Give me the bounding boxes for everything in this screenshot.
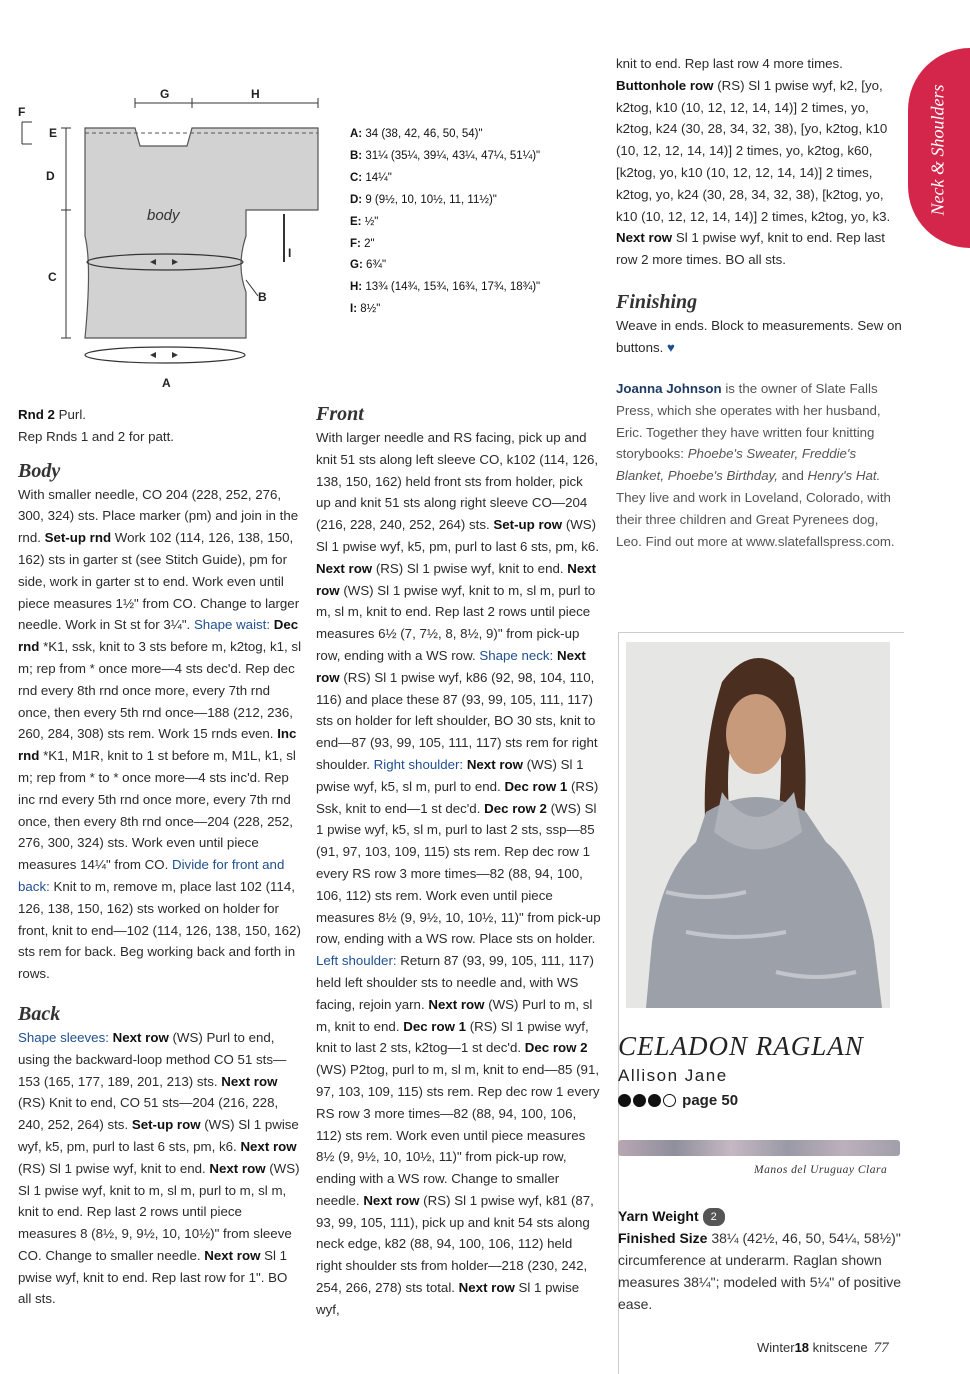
- rep-paragraph: Rep Rnds 1 and 2 for patt.: [18, 428, 174, 444]
- page-reference: page 50: [682, 1092, 739, 1109]
- pattern-title: CELADON RAGLAN: [618, 1031, 864, 1061]
- model-photo: [626, 642, 890, 1008]
- back-paragraph: Shape sleeves: Next row (WS) Purl to end, using the backward-loop method CO 51 sts—153 (165, 177, 189, 201, 213) sts. Next row (RS) Knit to end, CO 51 sts—204 (216, 228, 240, 252, 264) sts. Set-up row (WS) Sl 1 pwise wyf, k5, pm, purl to last 6 sts, pm, k6. Next row (RS) Sl 1 pwise wyf, knit to end. Next row (WS) Sl 1 pwise wyf, knit to m, sl m, purl to m, sl m, knit to end. Rep last 2 rows until piece measures 8 (8½, 9, 9½, 10, 10½)" from sleeve CO. Change to smaller needle. Next row Sl 1 pwise wyf, knit to end. Rep last row for 1". BO all sts.: [18, 1029, 300, 1307]
- front-continued-paragraph: knit to end. Rep last row 4 more times. Buttonhole row (RS) Sl 1 pwise wyf, k2, [yo, k2tog, k10 (10, 12, 12, 14, 14)] 2 times, yo, k2tog, k24 (30, 28, 34, 32, 38), [yo, k2tog, k10 (10, 12, 12, 14, 14)] 2 times, yo, k2tog, k60, [k2tog, yo, k10 (10, 12, 12, 14, 14)] 2 times, k2tog, yo, k24 (30, 28, 34, 32, 38), [k2tog, yo, k10 (10, 12, 12, 14, 14)] 2 times, k2tog, yo, k3. Next row Sl 1 pwise wyf, knit to end. Rep last row 2 more times. BO all sts.: [616, 56, 891, 268]
- front-paragraph: With larger needle and RS facing, pick up and knit 51 sts along left sleeve CO, k102 (114, 126, 138, 150, 162) held front sts from holder, pick up and knit 51 sts along right sleeve CO—204 (216, 228, 240, 252, 264) sts. Set-up row (WS) Sl 1 pwise wyf, k5, pm, purl to last 6 sts, pm, k6. Next row (RS) Sl 1 pwise wyf, knit to end. Next row (WS) Sl 1 pwise wyf, knit to m, sl m, purl to m, sl m, knit to end. Rep last 2 rows until piece measures 6½ (7, 7½, 8, 8½, 9)" from pick-up row, ending with a WS row. Shape neck: Next row (RS) Sl 1 pwise wyf, k86 (92, 98, 104, 110, 116) and place these 87 (93, 99, 105, 111, 117) sts on holder for left shoulder, BO 30 sts, knit to end—87 (93, 99, 105, 111, 117) sts rem for right shoulder. Right shoulder: Next row (WS) Sl 1 pwise wyf, k5, sl m, purl to end. Dec row 1 (RS) Ssk, knit to end—1 st dec'd. Dec row 2 (WS) Sl 1 pwise wyf, k5, sl m, purl to last 2 sts, ssp—85 (91, 97, 103, 109, 115) sts rem. Rep dec row 1 every RS row 3 more times—82 (88, 94, 100, 106, 112) sts rem. Work even until piece measures 8½ (9, 9½, 10, 10½, 11)" from pick-up row, ending with a WS row. Place sts on holder. Left shoulder: Return 87 (93, 99, 105, 111, 117) held left shoulder sts to needle and, with WS facing, rejoin yarn. Next row (WS) Purl to m, sl m, knit to end. Dec row 1 (RS) Sl 1 pwise wyf, knit to last 2 sts, k2tog—1 st dec'd. Dec row 2 (WS) P2tog, purl to m, sl m, knit to end—85 (91, 97, 103, 109, 115) sts rem. Rep dec row 1 every RS row 3 more times—82 (88, 94, 100, 106, 112) sts rem. Work even until piece measures 8½ (9, 9½, 10, 10½, 11)" from pick-up row, ending with a WS row. Change to smaller needle. Next row (RS) Sl 1 pwise wyf, k81 (87, 93, 99, 105, 111), pick up and knit 54 sts along neck edge, k82 (88, 94, 100, 106, 112) held right shoulder sts from holder—218 (230, 242, 254, 266, 278) sts total. Next row Sl 1 pwise wyf,: [316, 430, 601, 1317]
- measurement-item: D: 9 (9½, 10, 10½, 11, 11½)": [350, 193, 497, 206]
- schematic-label-f: F: [18, 105, 26, 119]
- skill-dot-filled: [648, 1094, 661, 1107]
- skill-dot-filled: [618, 1094, 631, 1107]
- yarn-name: Manos del Uruguay Clara: [754, 1164, 888, 1176]
- finishing-heading: Finishing: [616, 290, 698, 313]
- schematic-label-d: D: [46, 169, 55, 183]
- front-heading: Front: [316, 403, 364, 425]
- section-tab-label: Neck & Shoulders: [927, 84, 948, 216]
- schematic-label-h: H: [251, 87, 260, 101]
- skill-level: [618, 1092, 738, 1109]
- schematic-label-i: I: [288, 246, 292, 260]
- measurements-list: [350, 124, 540, 321]
- section-tab: [908, 48, 970, 248]
- measurement-item: C: 14¼": [350, 171, 392, 184]
- pattern-specs: [618, 1205, 903, 1315]
- measurement-item: A: 34 (38, 42, 46, 50, 54)": [350, 128, 483, 140]
- skill-dot-filled: [633, 1094, 646, 1107]
- heart-icon: ♥: [667, 339, 675, 355]
- skill-level-dots: [618, 1092, 678, 1109]
- finished-size: Finished Size 38¼ (42½, 46, 50, 54¼, 58½)" circumference at underarm. Raglan shown measures 38¼"; modeled with 5¼" of positive ease.: [618, 1230, 902, 1312]
- yarn-weight-icon: 2: [703, 1208, 725, 1226]
- schematic-label-c: C: [48, 270, 57, 284]
- measurement-item: B: 31¼ (35¼, 39¼, 43¼, 47¼, 51¼)": [350, 149, 541, 162]
- skill-dot-empty: [663, 1094, 676, 1107]
- measurement-item: F: 2": [350, 237, 375, 250]
- page-footer: Winter18 knitscene 77: [757, 1340, 889, 1356]
- schematic-body-label: body: [147, 207, 180, 224]
- page-number: 77: [873, 1340, 889, 1356]
- yarn-weight: Yarn Weight 2: [618, 1205, 903, 1227]
- schematic-diagram: [0, 0, 340, 400]
- designer-bio: Joanna Johnson is the owner of Slate Falls Press, which she operates with her husband, Eric. Together they have written four knitting storybooks: Phoebe's Sweater, Freddie's Blanket, Phoebe's Birthday, and Henry's Hat. They live and work in Loveland, Colorado, with their three children and Great Pyrenees dog, Leo. Find out more at www.slatefallspress.com.: [616, 381, 895, 549]
- schematic-label-a: A: [162, 376, 171, 390]
- schematic-label-b: B: [258, 290, 267, 304]
- column-1: [18, 404, 302, 1310]
- schematic-label-g: G: [160, 87, 170, 101]
- measurement-item: E: ½": [350, 215, 379, 228]
- column-3: [616, 53, 902, 359]
- pattern-author: Allison Jane: [618, 1066, 728, 1085]
- yarn-swatch: [618, 1140, 900, 1156]
- measurement-item: G: 6¾": [350, 259, 387, 272]
- column-2: [316, 401, 601, 1321]
- measurement-item: H: 13¾ (14¾, 15¾, 16¾, 17¾, 18¾)": [350, 281, 541, 294]
- body-paragraph: With smaller needle, CO 204 (228, 252, 276, 300, 324) sts. Place marker (pm) and join in the rnd. Set-up rnd Work 102 (114, 126, 138, 150, 162) sts in garter st (see Stitch Guide), pm for side, work in garter st to end. Work even until piece measures 1½" from CO. Change to larger needle. Work in St st for 3¼". Shape waist: Dec rnd *K1, ssk, knit to 3 sts before m, k2tog, k1, sl m; rep from * once more—4 sts dec'd. Rep dec rnd every 8th rnd once more, every 7th rnd once, then every 5th rnd once—188 (212, 236, 260, 284, 308) sts rem. Work 15 rnds even. Inc rnd *K1, M1R, knit to 1 st before m, M1L, k1, sl m; rep from * to * once more—4 sts inc'd. Rep inc rnd every 5th rnd once more, every 7th rnd once, then every 8th rnd once—204 (228, 252, 276, 300, 324) sts. Work even until piece measures 14¼" from CO. Divide for front and back: Knit to m, remove m, place last 102 (114, 126, 138, 150, 162) sts worked on holder for front, knit to end—102 (114, 126, 138, 150, 162) sts rem for back. Beg working back and forth in rows.: [18, 486, 302, 982]
- measurement-item: I: 8½": [350, 303, 381, 316]
- body-heading: Body: [18, 459, 61, 482]
- rnd2-paragraph: Rnd 2 Purl.: [18, 407, 86, 422]
- schematic-label-e: E: [49, 126, 58, 140]
- back-heading: Back: [18, 1002, 61, 1025]
- designer-name: Joanna Johnson: [616, 381, 722, 396]
- schematic-ellipse-a: [85, 347, 245, 363]
- finishing-paragraph: Weave in ends. Block to measurements. Sew on buttons. ♥: [616, 317, 902, 355]
